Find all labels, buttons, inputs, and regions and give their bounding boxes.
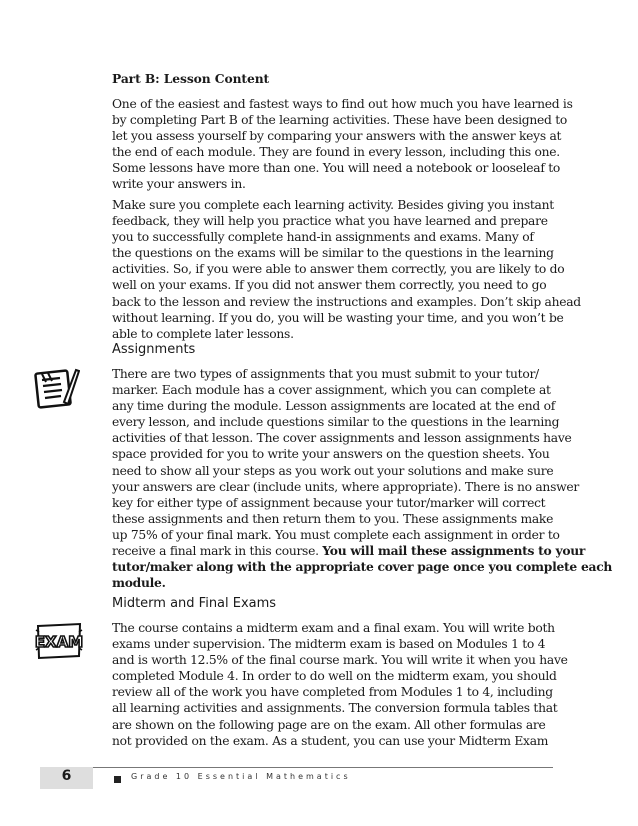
text-line: these assignments and then return them to you. These assignments make: [112, 511, 554, 526]
text-line: all learning activities and assignments. The conversion formula tables that: [112, 701, 558, 716]
text-line: back to the lesson and review the instructions and examples. Don’t skip ahead: [112, 294, 581, 309]
text-line: the questions on the exams will be similar to the questions in the learning: [112, 246, 554, 261]
assignments-line-12: receive a final mark in this course. You will mail these assignments to your: [112, 543, 586, 559]
footer-rule: [93, 767, 553, 768]
text-line: able to complete later lessons.: [112, 326, 294, 341]
text-line: key for either type of assignment because your tutor/marker will correct: [112, 495, 546, 510]
text-line: activities. So, if you were able to answer them correctly, you are likely to do: [112, 262, 565, 277]
text-line: let you assess yourself by comparing your answers with the answer keys at: [112, 129, 562, 144]
text-line: feedback, they will help you practice what you have learned and prepare: [112, 214, 548, 229]
footer-course-title: Grade 10 Essential Mathematics: [131, 772, 351, 781]
text-line: marker. Each module has a cover assignment, which you can complete at: [112, 383, 551, 398]
text-line: There are two types of assignments that you must submit to your tutor/: [112, 367, 539, 381]
mail-instruction-bold: You will mail these assignments to your: [322, 543, 586, 559]
text-line: One of the easiest and fastest ways to find out how much you have learned is: [112, 97, 573, 111]
page-number: 6: [61, 768, 72, 784]
text-line: module.: [112, 575, 166, 591]
text-line: not provided on the exam. As a student, you can use your Midterm Exam: [112, 733, 549, 748]
text-line: completed Module 4. In order to do well on the midterm exam, you should: [112, 669, 557, 684]
text-line: Some lessons have more than one. You will need a notebook or looseleaf to: [112, 161, 561, 176]
text-line: The course contains a midterm exam and a final exam. You will write both: [112, 621, 555, 635]
footer-bullet-icon: [114, 776, 121, 783]
text-line: Make sure you complete each learning activity. Besides giving you instant: [112, 198, 554, 212]
section-heading-lesson-content: Part B: Lesson Content: [112, 71, 270, 86]
text-line: review all of the work you have completed from Modules 1 to 4, including: [112, 685, 553, 700]
paragraph-assignments: [112, 366, 613, 591]
svg-text:EXAM: EXAM: [34, 633, 84, 651]
text-line: any time during the module. Lesson assignments are located at the end of: [112, 399, 556, 414]
exam-icon: [34, 620, 84, 666]
text-line: need to show all your steps as you work out your solutions and make sure: [112, 463, 554, 478]
text-line: tutor/maker along with the appropriate cover page once you complete each: [112, 559, 613, 575]
paragraph-exams: [112, 620, 568, 749]
text-line: without learning. If you do, you will be wasting your time, and you won’t be: [112, 310, 564, 325]
paragraph-lesson-content-2: [112, 197, 581, 342]
page-number-box: [40, 767, 93, 789]
text-line: the end of each module. They are found in every lesson, including this one.: [112, 145, 560, 160]
assignment-icon: [34, 366, 80, 414]
text-line: you to successfully complete hand-in assignments and exams. Many of: [112, 230, 534, 245]
paragraph-lesson-content-1: [112, 96, 573, 193]
section-heading-assignments: Assignments: [112, 342, 196, 357]
text-line: write your answers in.: [112, 177, 246, 192]
text-line: by completing Part B of the learning activities. These have been designed to: [112, 113, 568, 128]
text-line: space provided for you to write your answers on the question sheets. You: [112, 447, 550, 462]
text-line: up 75% of your final mark. You must complete each assignment in order to: [112, 527, 560, 542]
text-line: your answers are clear (include units, where appropriate). There is no answer: [112, 479, 579, 494]
text-line: every lesson, and include questions similar to the questions in the learning: [112, 415, 560, 430]
text-line: and is worth 12.5% of the final course mark. You will write it when you have: [112, 653, 568, 668]
text-line: well on your exams. If you did not answer them correctly, you need to go: [112, 278, 547, 293]
text-line: are shown on the following page are on the exam. All other formulas are: [112, 717, 546, 732]
text-line: exams under supervision. The midterm exam is based on Modules 1 to 4: [112, 637, 546, 652]
section-heading-exams: Midterm and Final Exams: [112, 596, 277, 611]
text-line: activities of that lesson. The cover assignments and lesson assignments have: [112, 431, 572, 446]
